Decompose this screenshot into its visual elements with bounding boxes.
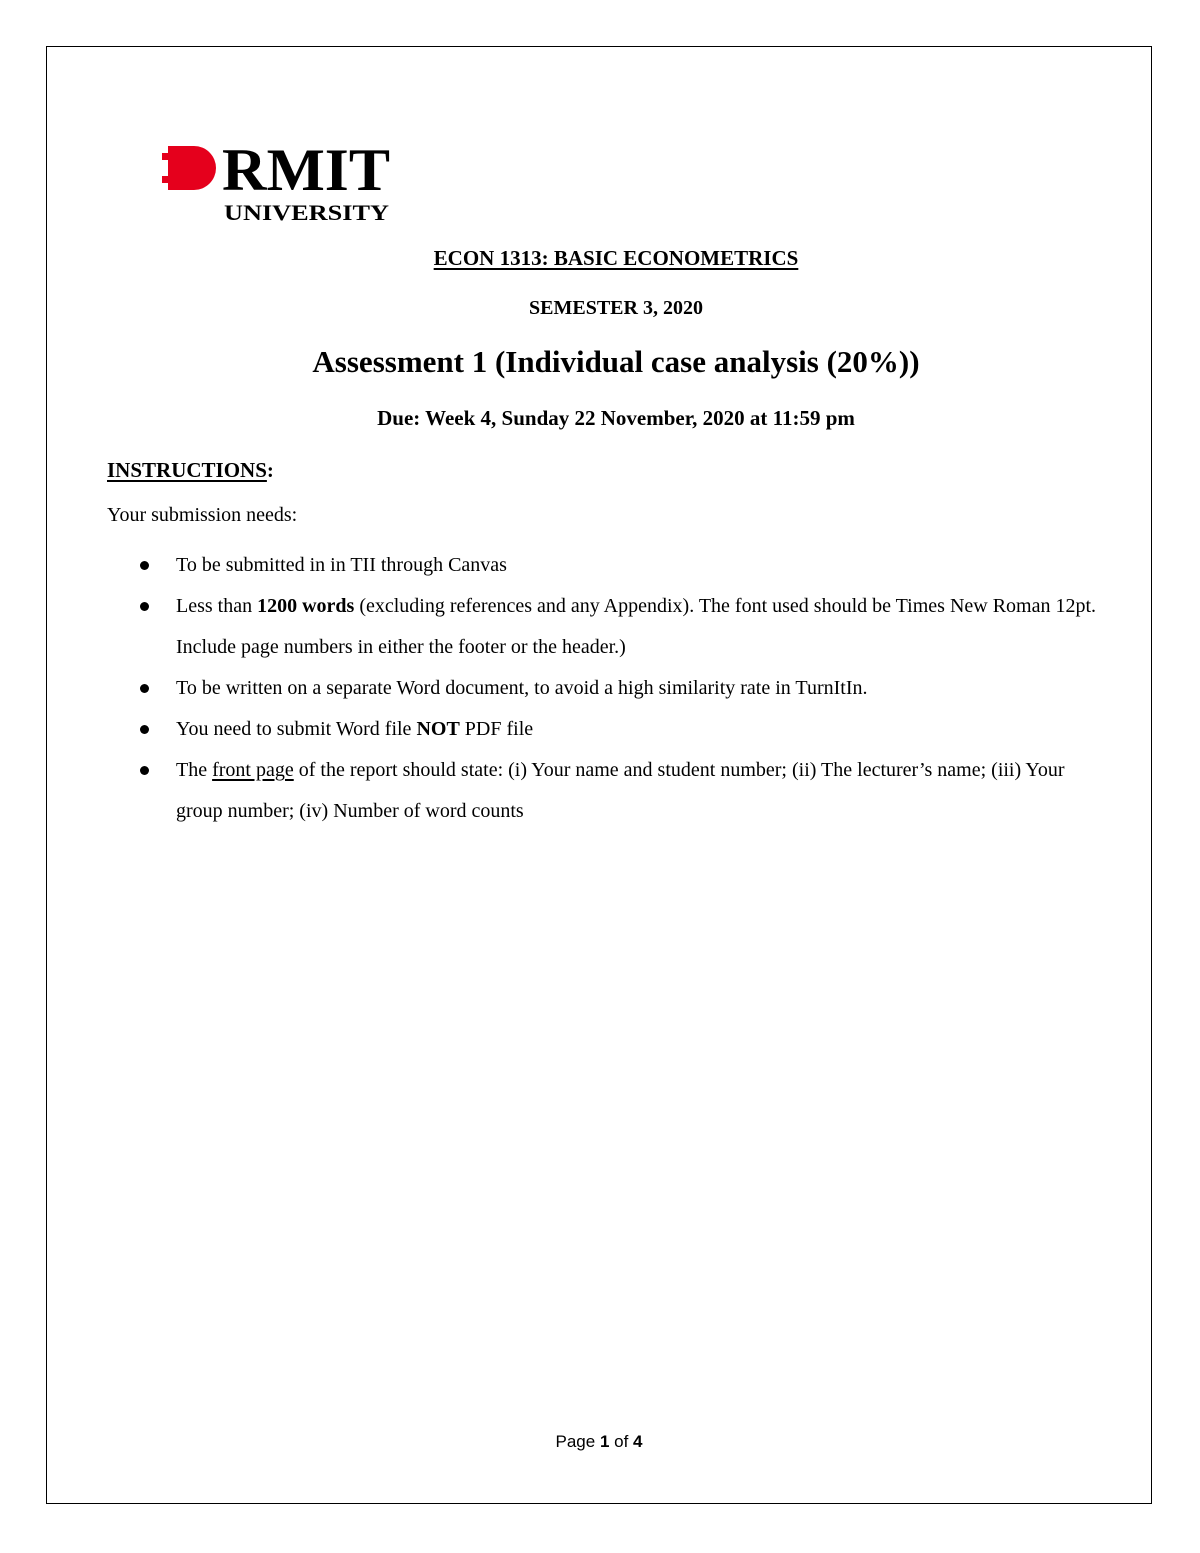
rmit-wordmark: RMIT [222, 138, 390, 203]
bullet-icon [140, 684, 149, 693]
bullet-icon [140, 766, 149, 775]
bullet-icon [140, 602, 149, 611]
list-item [138, 709, 1098, 750]
list-item-text-end: (excluding references and any Appendix). The font used should be Times New Roman 12pt. Include page numbers in either the footer or the header.) [176, 595, 1097, 658]
footer-current-page: 1 [599, 1432, 610, 1451]
rmit-pixel-flag-icon [162, 146, 216, 190]
instructions-intro: Your submission needs: [107, 504, 298, 526]
list-item [138, 750, 1098, 832]
page-footer [46, 1432, 1152, 1452]
list-item-bold-text: 1200 words [257, 595, 355, 617]
bullet-icon [140, 725, 149, 734]
list-item-text-end: PDF file [459, 718, 534, 740]
footer-of-label: of [609, 1432, 634, 1451]
instructions-heading-text: INSTRUCTIONS [107, 458, 267, 482]
bullet-icon [140, 561, 149, 570]
list-item-text: To be written on a separate Word document, to avoid a high similarity rate in TurnItIn. [176, 677, 868, 699]
footer-page-label: Page [555, 1432, 600, 1451]
list-item [138, 545, 1098, 586]
rmit-university-subtitle: UNIVERSITY [224, 200, 390, 225]
instructions-heading [107, 458, 274, 483]
list-item-text-start: Less than [176, 595, 258, 617]
list-item-underlined-text: front page [212, 759, 294, 781]
instructions-list [138, 545, 1098, 832]
rmit-logo [160, 138, 400, 230]
instructions-heading-colon: : [266, 458, 274, 482]
footer-total-pages: 4 [633, 1432, 643, 1451]
due-date: Due: Week 4, Sunday 22 November, 2020 at 11:59 pm [377, 406, 855, 430]
list-item [138, 668, 1098, 709]
course-title: ECON 1313: BASIC ECONOMETRICS [433, 246, 799, 270]
semester: SEMESTER 3, 2020 [529, 297, 703, 319]
assessment-title: Assessment 1 (Individual case analysis (20%)) [312, 344, 920, 379]
list-item-text-start: The [176, 759, 213, 781]
list-item [138, 586, 1098, 668]
list-item-text-end: of the report should state: (i) Your name and student number; (ii) The lecturer’s name; (iii) Your group number; (iv) Number of word counts [176, 759, 1065, 822]
rmit-logo-graphic [160, 138, 400, 230]
list-item-bold-text: NOT [416, 718, 460, 740]
list-item-text-start: You need to submit Word file [176, 718, 417, 740]
list-item-text: To be submitted in in TII through Canvas [176, 554, 507, 576]
